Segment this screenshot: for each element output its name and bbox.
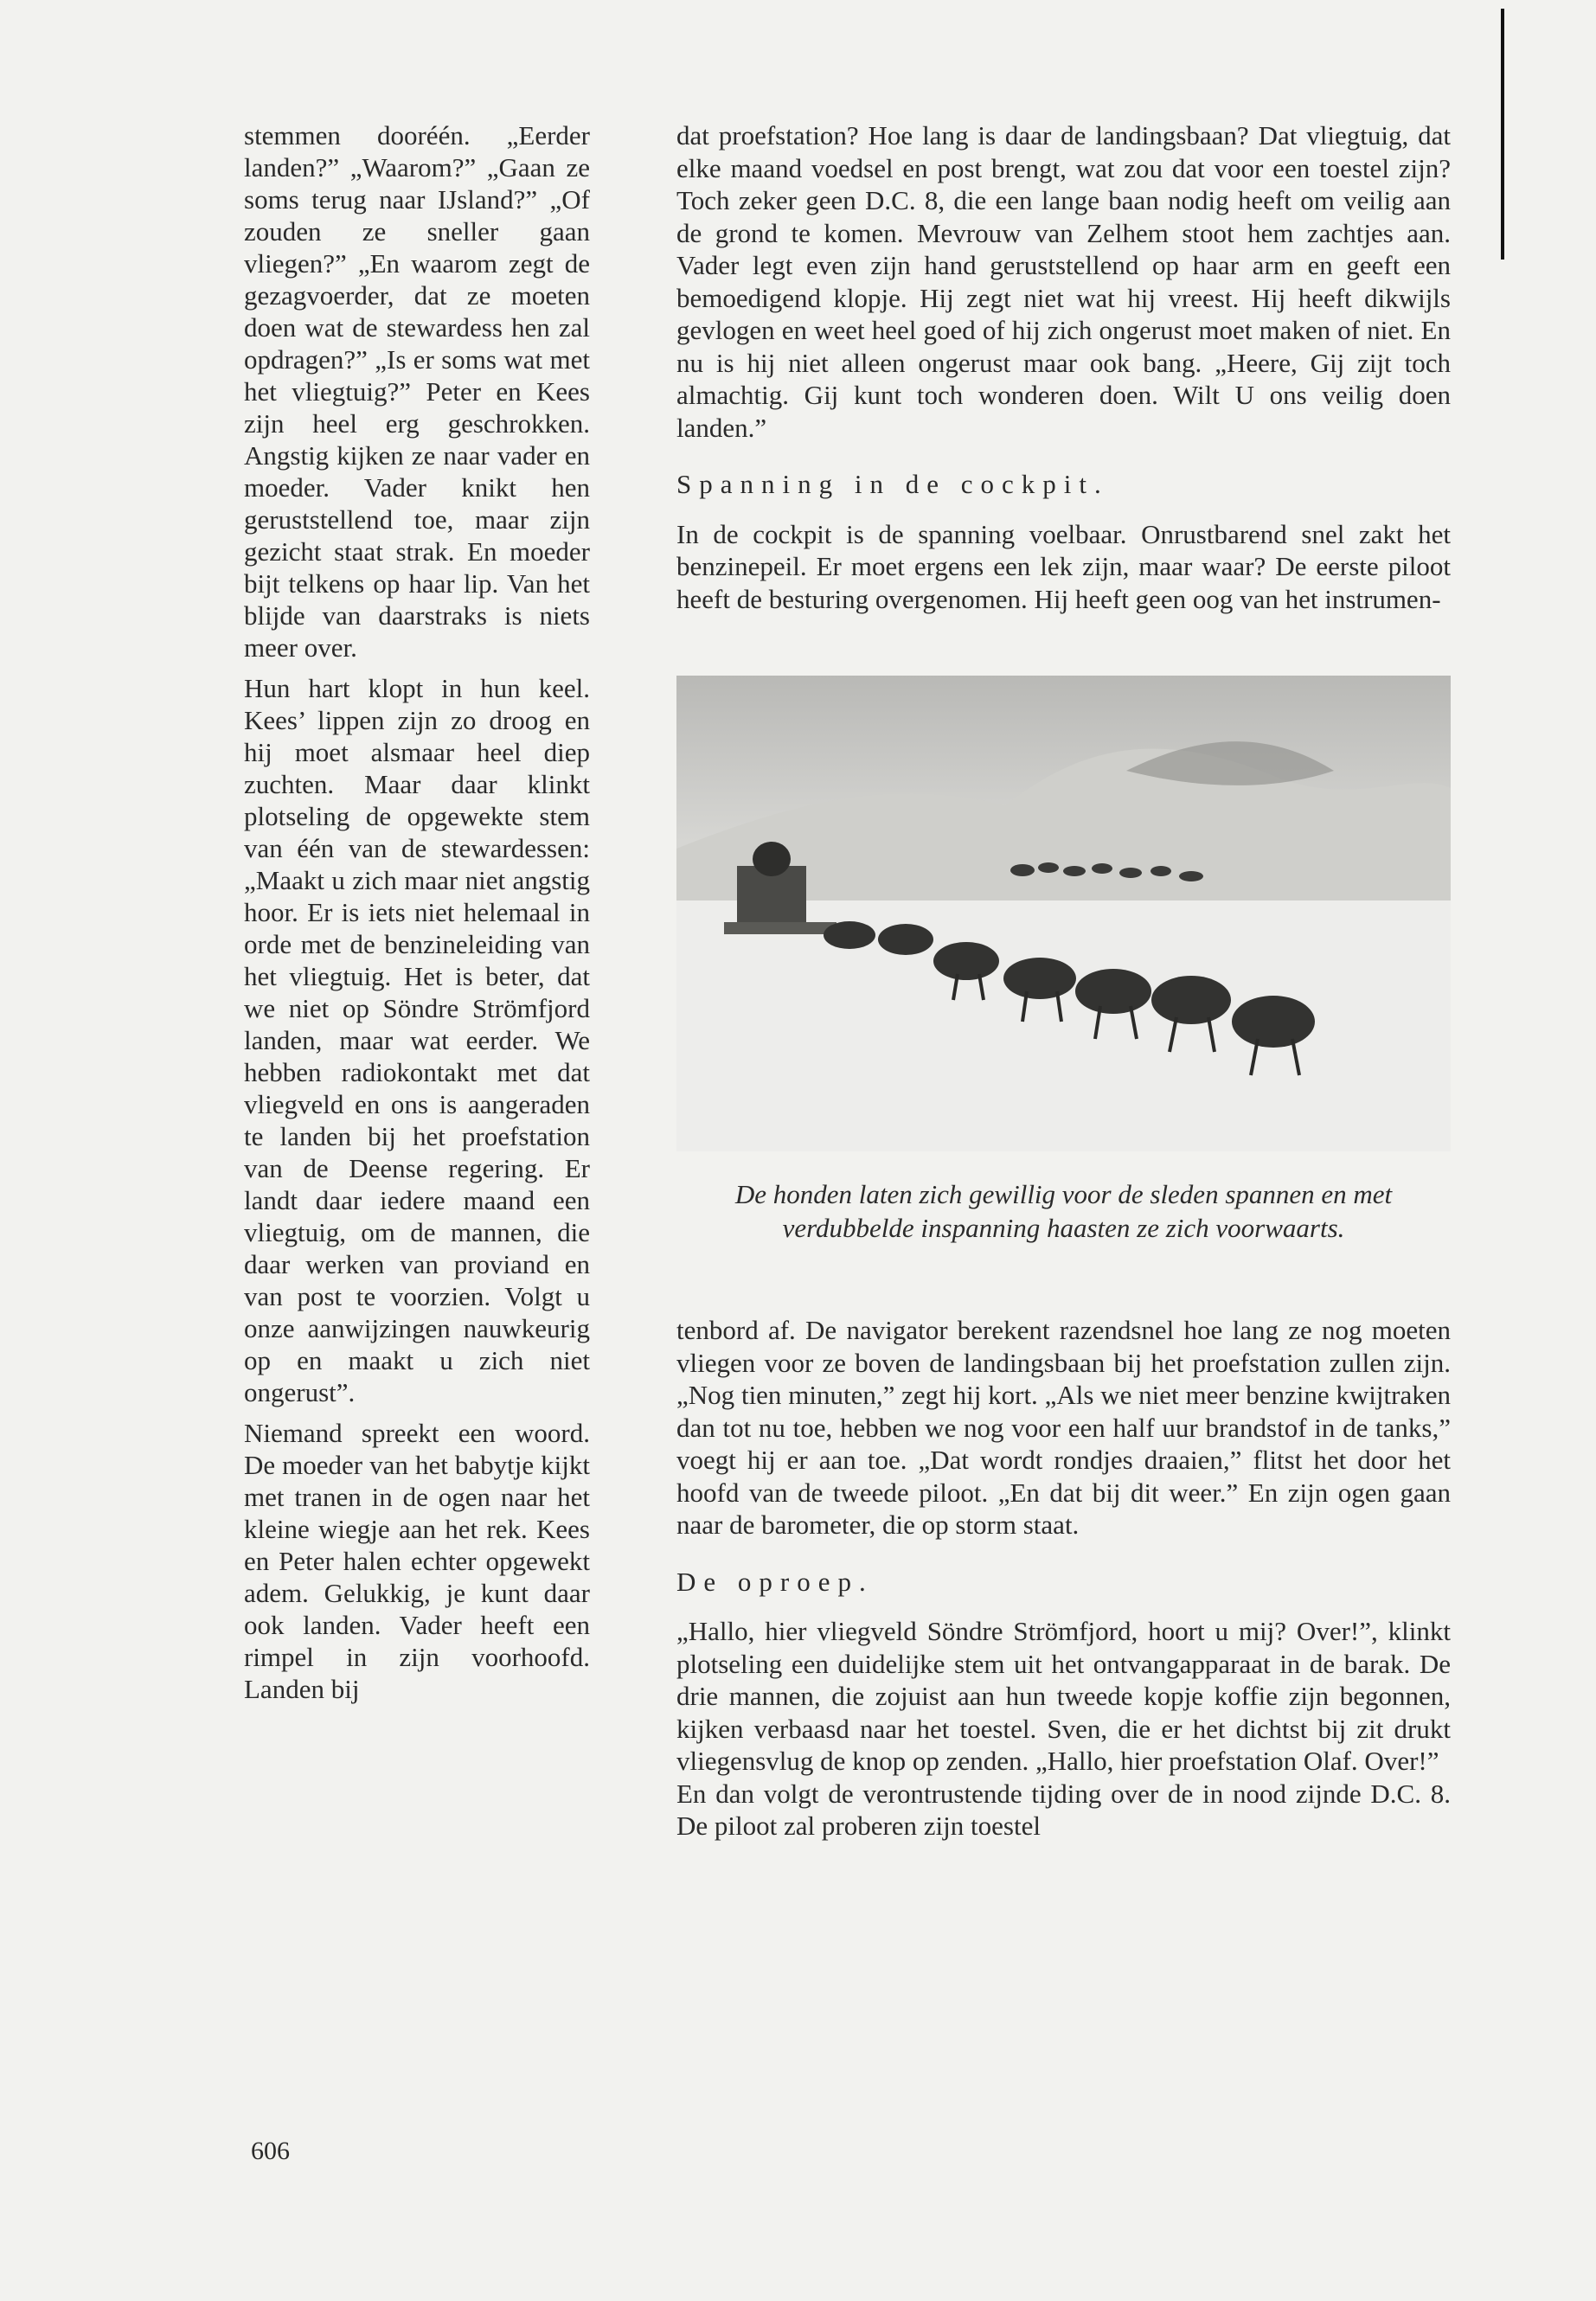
snowfield [676, 901, 1451, 1151]
section-heading-cockpit: Spanning in de cockpit. [676, 469, 1109, 499]
photo-figure [676, 676, 1451, 1245]
page-edge-mark [1501, 9, 1504, 260]
cockpit-paragraph-continued: tenbord af. De navigator berekent razendsnel hoe lang ze nog moeten vliegen voor ze boven de landingsbaan bij het proefstation zullen zijn. „Nog tien minuten,” zegt hij kort. „Als we niet meer benzine kwijtraken dan tot nu toe, hebben we nog voor een half uur brandstof in de tanks,” voegt hij er aan toe. „Dat wordt rondjes draaien,” flitst het door het hoofd van de tweede piloot. „En dat bij dit weer.” En zijn ogen gaan naar de barometer, die op storm staat. [676, 1315, 1451, 1540]
cockpit-paragraph: In de cockpit is de spanning voelbaar. Onrustbarend snel zakt het benzinepeil. Er moet ergens een lek zijn, maar waar? De eerste piloot heeft de besturing overgenomen. Hij heeft geen oog van het instrumen- [676, 518, 1451, 614]
right-column [676, 119, 1451, 1843]
left-column [244, 119, 590, 1714]
page-number: 606 [251, 2137, 290, 2165]
oproep-paragraph-1: „Hallo, hier vliegveld Söndre Strömfjord, hoort u mij? Over!”, klinkt plotseling een duidelijke stem uit het ontvangapparaat in de barak. De drie mannen, die zojuist aan hun tweede kopje koffie zijn begonnen, kijken verbaasd naar het toestel. Sven, die er het dichtst bij zit drukt vliegensvlug de knop op zenden. „Hallo, hier proefstation Olaf. Over!” [676, 1616, 1451, 1776]
oproep-paragraph-2: En dan volgt de verontrustende tijding over de in nood zijnde D.C. 8. De piloot zal proberen zijn toestel [676, 1778, 1451, 1841]
left-paragraph-2: Hun hart klopt in hun keel. Kees’ lippen zijn zo droog en hij moet alsmaar heel diep zuchten. Maar daar klinkt plotseling de opgewekte stem van één van de stewardessen: „Maakt u zich maar niet angstig hoor. Er is iets niet helemaal in orde met de benzineleiding van het vliegtuig. Het is beter, dat we niet op Söndre Strömfjord landen, maar wat eerder. We hebben radiokontakt met dat vliegveld en ons is aangeraden te landen bij het proefstation van de Deense regering. Er landt daar iedere maand een vliegtuig, om de mannen, die daar werken van proviand en van post te voorzien. Volgt u onze aanwijzingen nauwkeurig op en maakt u zich niet ongerust”. [244, 673, 590, 1407]
right-intro-paragraph: dat proefstation? Hoe lang is daar de landingsbaan? Dat vliegtuig, dat elke maand voedsel en post brengt, wat zou dat voor een toestel zijn? Toch zeker geen D.C. 8, die een lange baan nodig heeft om veilig aan de grond te komen. Mevrouw van Zelhem stoot hem zachtjes aan. Vader legt even zijn hand geruststellend op haar arm en geeft een bemoedigend klopje. Hij zegt niet wat hij vreest. Hij heeft dikwijls gevlogen en weet heel goed of hij zich ongerust moet maken of niet. En nu is hij niet alleen ongerust maar ook bang. „Heere, Gij zijt toch almachtig. Gij kunt toch wonderen doen. Wilt U ons veilig doen landen.” [676, 120, 1451, 443]
after-photo-text [676, 1314, 1451, 1843]
sled-dogs-photo [676, 676, 1451, 1151]
left-paragraph-1: stemmen dooréén. „Eerder landen?” „Waarom?” „Gaan ze soms terug naar IJsland?” „Of zouden ze sneller gaan vliegen?” „En waarom zegt de gezagvoerder, dat ze moeten doen wat de stewardess hen zal opdragen?” „Is er soms wat met het vliegtuig?” Peter en Kees zijn heel erg geschrokken. Angstig kijken ze naar vader en moeder. Vader knikt hen geruststellend toe, maar zijn gezicht staat strak. En moeder bijt telkens op haar lip. Van het blijde van daarstraks is niets meer over. [244, 120, 590, 663]
left-paragraph-3: Niemand spreekt een woord. De moeder van het babytje kijkt met tranen in de ogen naar het kleine wiegje aan het rek. Kees en Peter halen echter opgewekt adem. Gelukkig, je kunt daar ook landen. Vader heeft een rimpel in zijn voorhoofd. Landen bij [244, 1418, 590, 1704]
section-heading-oproep: De oproep. [676, 1566, 874, 1597]
photo-caption: De honden laten zich gewillig voor de sleden spannen en met verdubbelde inspanning haasten ze zich voorwaarts. [734, 1179, 1393, 1243]
